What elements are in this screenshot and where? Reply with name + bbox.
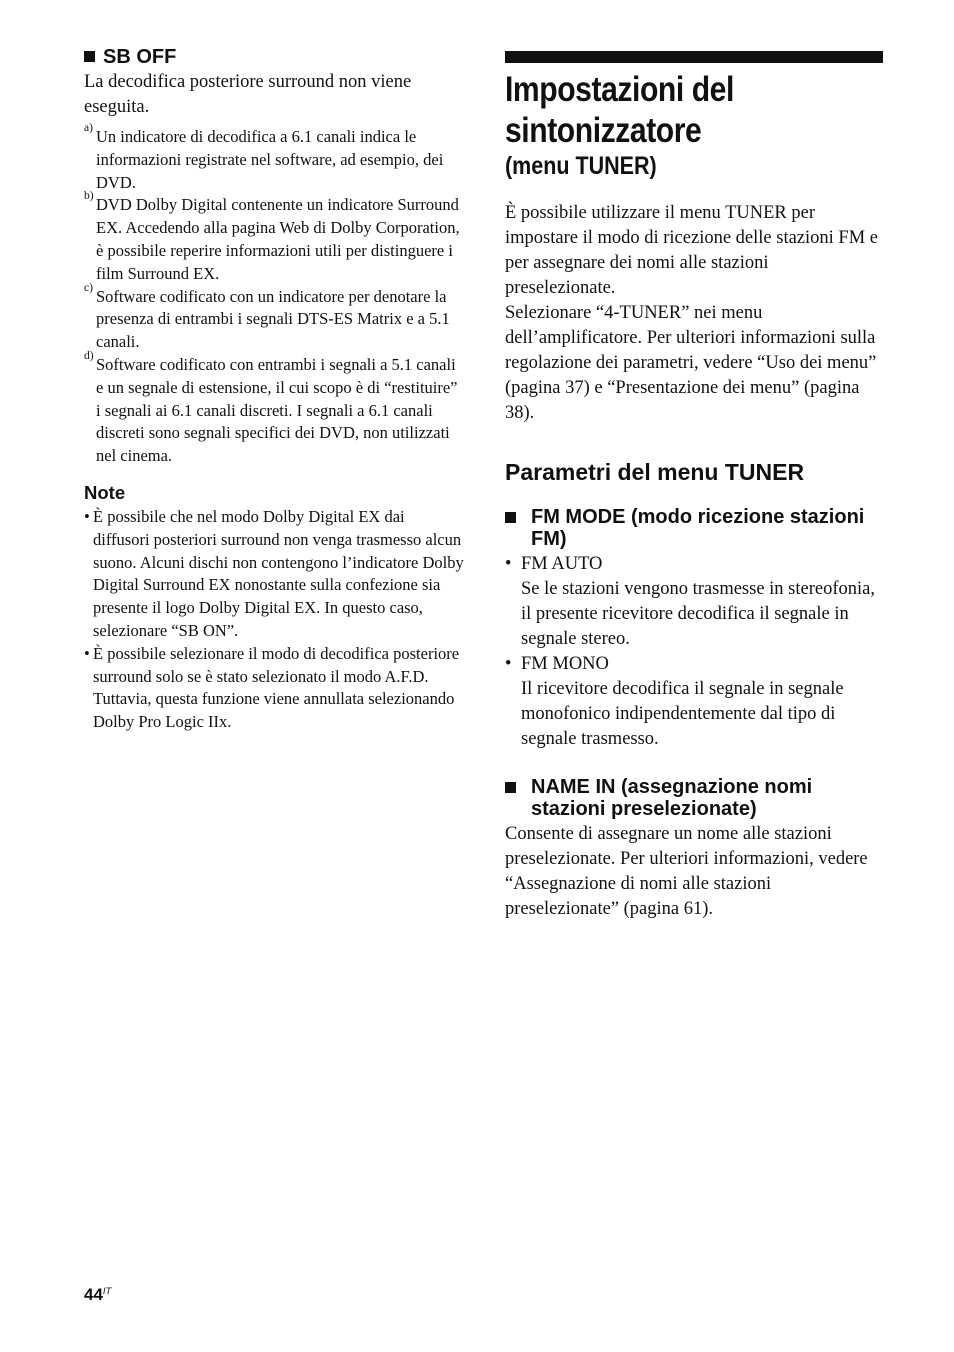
left-column: [84, 44, 464, 734]
name-in-paragraph: Consente di assegnare un nome alle stazioni preselezionate. Per ulteriori informazioni, vedere “Assegnazione di nomi alle stazioni preselezionate” (pagina 61).: [505, 824, 868, 919]
page-title: Impostazioni del sintonizzatore: [505, 70, 734, 150]
bullet-icon: •: [505, 654, 512, 674]
page-subtitle: (menu TUNER): [505, 152, 657, 180]
footnote: [84, 122, 464, 194]
square-bullet-icon: [505, 782, 516, 793]
footnote: [84, 281, 464, 354]
footnote: [84, 190, 464, 285]
note-item: • È possibile selezionare il modo di decodifica posteriore surround solo se è stato selezionato il modo A.F.D. Tuttavia, questa funzione viene annullata selezionando Dolby Pro Logic IIx.: [84, 643, 460, 732]
footnote-text: Software codificato con entrambi i segnali a 5.1 canali e un segnale di estensione, il cui scopo è di “restituire” i segnali ai 6.1 canali discreti. I segnali a 6.1 canali discreti sono segnali specifici dei DVD, non utilizzati nel cinema.: [96, 354, 458, 466]
fm-mode-heading: FM MODE (modo ricezione stazioni FM): [505, 506, 883, 550]
right-column: [505, 51, 883, 922]
footnote: [84, 349, 464, 468]
title-rule: [505, 51, 883, 63]
footnote-mark: d): [84, 349, 94, 362]
footnotes: [84, 122, 464, 468]
name-in-heading: NAME IN (assegnazione nomi stazioni preselezionate): [505, 776, 883, 820]
option-desc: Il ricevitore decodifica il segnale in segnale monofonico indipendentemente dal tipo di segnale trasmesso.: [521, 679, 844, 749]
square-bullet-icon: [84, 51, 95, 62]
square-bullet-icon: [505, 512, 516, 523]
footnote-mark: b): [84, 190, 94, 203]
sb-off-paragraph: La decodifica posteriore surround non viene eseguita.: [84, 72, 412, 117]
note-item: • È possibile che nel modo Dolby Digital EX dai diffusori posteriori surround non venga trasmesso alcun suono. Alcuni dischi non contengono l’indicatore Dolby Digital Surround EX nonostante sulla confezione sia presente il logo Dolby Digital EX. In questo caso, selezionare “SB ON”.: [84, 506, 464, 640]
option-desc: Se le stazioni vengono trasmesse in stereofonia, il presente ricevitore decodifica il segnale in segnale stereo.: [521, 579, 875, 649]
footnote-mark: c): [84, 281, 93, 294]
bullet-icon: •: [84, 643, 90, 663]
section-heading: Parametri del menu TUNER: [505, 459, 805, 485]
option-item: [505, 552, 883, 652]
page-suffix: IT: [102, 1286, 112, 1297]
intro-paragraph: È possibile utilizzare il menu TUNER per impostare il modo di ricezione delle stazioni FM e per assegnare dei nomi alle stazioni preselezionate.: [505, 203, 878, 298]
option-item: [505, 652, 883, 752]
footnote-mark: a): [84, 122, 93, 134]
footnote-text: Software codificato con un indicatore per denotare la presenza di entrambi i segnali DTS-ES Matrix e a 5.1 canali.: [96, 286, 450, 352]
option-name: FM AUTO: [521, 554, 603, 574]
page-number: $44^{IT}$: [84, 1285, 112, 1304]
footnote-text: Un indicatore di decodifica a 6.1 canali indica le informazioni registrate nel software, ad esempio, dei DVD.: [96, 127, 444, 192]
footnote-text: DVD Dolby Digital contenente un indicatore Surround EX. Accedendo alla pagina Web di Dolby Corporation, è possibile reperire informazioni utili per distinguere i film Surround EX.: [96, 195, 460, 283]
note-heading: Note: [84, 481, 126, 503]
intro-paragraph-2: Selezionare “4-TUNER” nei menu dell’amplificatore. Per ulteriori informazioni sulla regolazione dei parametri, vedere “Uso dei menu” (pagina 37) e “Presentazione dei menu” (pagina 38).: [505, 303, 877, 423]
option-name: FM MONO: [521, 654, 609, 674]
bullet-icon: •: [84, 506, 90, 526]
bullet-icon: •: [505, 554, 512, 574]
sb-off-heading: SB OFF: [84, 44, 464, 70]
